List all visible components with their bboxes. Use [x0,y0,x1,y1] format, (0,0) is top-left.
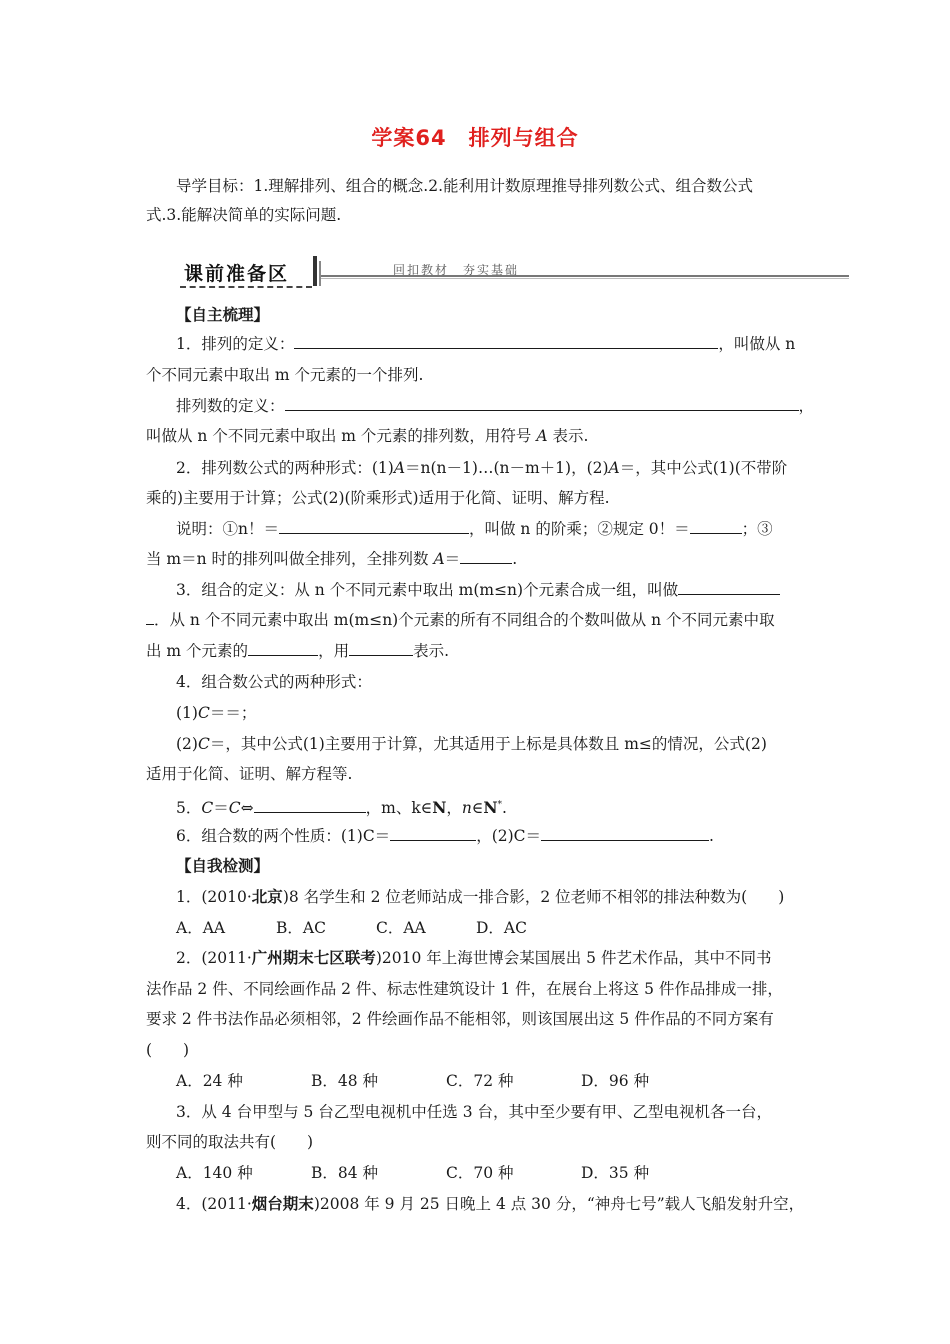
text: . [512,550,518,568]
banner-title: 课前准备区 [184,263,290,285]
text: 3．组合的定义：从 n 个不同元素中取出 m(m≤n)个元素合成一组，叫做 [176,581,679,599]
question-4-line-1 [176,1194,816,1214]
symbol-c: C [197,735,210,753]
text: ＝，其中公式(1)主要用于计算，尤其适用于上标是具体数且 m≤的情况，公式(2) [209,735,767,753]
text: 2．(2011· [176,949,252,967]
item-1-line-2: 个不同元素中取出 m 个元素的一个排列. [146,366,424,384]
item-4-line-1: 4．组合数公式的两种形式： [176,673,372,691]
option-c: C．72 种 [446,1072,514,1090]
item-4-line-3 [176,734,816,754]
item-4-line-4: 适用于化简、证明、解方程等. [146,765,353,783]
text: ， [798,397,815,415]
text: ．从 n 个不同元素中取出 m(m≤n)个元素的所有不同组合的个数叫做从 n 个不同元素中取 [154,611,775,629]
item-2-note-line-2 [146,549,816,569]
blank [460,549,512,564]
item-3-line-3 [146,641,816,661]
text: ；③ [741,520,773,538]
symbol-n: N [432,798,447,818]
text: 1．(2010· [176,888,252,906]
banner-rule-thin [321,278,849,279]
question-2-line-3: 要求 2 件书法作品必须相邻，2 件绘画作品不能相邻，则该国展出这 5 件作品的不同方案有 [146,1010,774,1028]
text: 4．(2011· [176,1195,252,1213]
blank [146,610,154,625]
symbol-a: A [536,427,548,445]
symbol-c: C [197,704,210,722]
item-1-line-1 [176,334,816,354]
text: 表示. [413,642,450,660]
text: . [502,799,507,818]
option-c: C．70 种 [446,1164,514,1182]
section-heading-self-test: 【自我检测】 [176,856,270,875]
banner-divider-bar-thin [319,261,321,286]
text: 表示. [547,427,589,445]
question-2-line-4: ( ) [146,1041,190,1059]
blank [690,519,742,534]
text: )8 名学生和 2 位老师站成一排合影，2 位老师不相邻的排法种数为( ) [282,888,785,906]
text: 叫做从 n 个不同元素中取出 m 个元素的排列数，用符号 [146,427,537,445]
question-1 [176,887,816,907]
banner-subtitle: 回扣教材 夯实基础 [393,263,520,277]
text: )2008 年 9 月 25 日晚上 4 点 30 分，“神舟七号”载人飞船发射升空， [313,1195,805,1213]
item-2-line-1 [176,458,816,478]
text: 说明：①n！＝ [176,520,279,538]
symbol-a: A [608,459,620,477]
item-4-line-2 [176,703,816,723]
text: 出 m 个元素的 [146,642,249,660]
text: . [709,827,714,845]
text: ，m、k∈ [365,799,433,818]
option-c: C．AA [376,919,426,937]
text: 1．排列的定义： [176,335,295,353]
blank [541,826,709,841]
blank [390,826,476,841]
goals-line-2: 式.3.能解决简单的实际问题. [146,206,342,224]
question-3-options [176,1163,816,1183]
text: ∈ [471,799,484,818]
blank [279,519,469,534]
option-a: A．140 种 [176,1164,253,1182]
source: 北京 [251,887,283,906]
text: ⇔ [240,799,254,818]
banner-divider-bar [313,256,317,286]
item-6-line [176,826,816,846]
symbol-a: A [433,550,445,568]
item-5-line [176,795,816,818]
item-2-line-2: 乘的)主要用于计算；公式(2)(阶乘形式)适用于化简、证明、解方程. [146,489,610,507]
blank [248,641,318,656]
text: (1) [176,704,198,722]
text: ＝ [213,799,229,818]
symbol-c: C [228,799,241,818]
option-b: B．48 种 [311,1072,379,1090]
option-a: A．AA [176,919,226,937]
blank [294,334,718,349]
item-1b-line-1 [176,396,816,416]
text: )2010 年上海世博会某国展出 5 件艺术作品，其中不同书 [375,949,772,967]
blank [349,641,413,656]
blank [678,580,780,595]
text: 5． [176,799,202,818]
text: ，(2)C＝ [476,827,542,845]
goals-line-1: 导学目标：1.理解排列、组合的概念.2.能利用计数原理推导排列数公式、组合数公式 [176,177,754,195]
symbol-a: A [393,459,406,477]
text: ， [446,799,462,818]
text: 排列数的定义： [176,397,285,415]
text: ，用 [318,642,350,660]
option-a: A．24 种 [176,1072,243,1090]
text: ＝n(n－1)…(n－m＋1)，(2) [405,459,609,477]
text: ＝，其中公式(1)(不带阶 [619,459,788,477]
option-b: B．84 种 [311,1164,379,1182]
text: ＝＝； [209,704,257,722]
question-3-line-2: 则不同的取法共有( ) [146,1133,314,1151]
text: 6．组合数的两个性质：(1)C＝ [176,827,391,845]
section-banner [180,253,850,289]
superscript: * [497,800,503,810]
option-d: D．96 种 [581,1072,650,1090]
symbol-n: N [483,798,498,818]
question-3-line-1: 3．从 4 台甲型与 5 台乙型电视机中任选 3 台，其中至少要有甲、乙型电视机各一台， [176,1103,773,1121]
text: ＝ [444,550,461,568]
option-b: B．AC [276,919,326,937]
item-1b-line-2 [146,426,816,446]
symbol-c: C [201,799,214,818]
item-2-note-line-1 [176,519,816,539]
question-2-options [176,1071,816,1091]
source: 烟台期末 [251,1194,314,1213]
section-heading-review: 【自主梳理】 [176,305,270,324]
banner-dashed-underline [180,286,312,288]
source: 广州期末七区联考 [251,948,376,967]
option-d: D．35 种 [581,1164,650,1182]
question-1-options [176,918,816,938]
page-title: 学案64 排列与组合 [371,126,579,150]
text: 2．排列数公式的两种形式：(1) [176,459,394,477]
question-2-line-2: 法作品 2 件、不同绘画作品 2 件、标志性建筑设计 1 件，在展台上将这 5 件作品排成一排， [146,980,783,998]
blank [254,798,366,813]
text: ，叫做 n 的阶乘；②规定 0！＝ [468,520,690,538]
item-3-line-1 [176,580,816,600]
text: ，叫做从 n [718,335,796,353]
question-2-line-1 [176,948,816,968]
option-d: D．AC [476,919,527,937]
blank [285,396,799,411]
symbol-n-italic: n [461,799,472,818]
text: (2) [176,735,198,753]
item-3-line-2 [146,610,816,630]
text: 当 m＝n 时的排列叫做全排列，全排列数 [146,550,434,568]
